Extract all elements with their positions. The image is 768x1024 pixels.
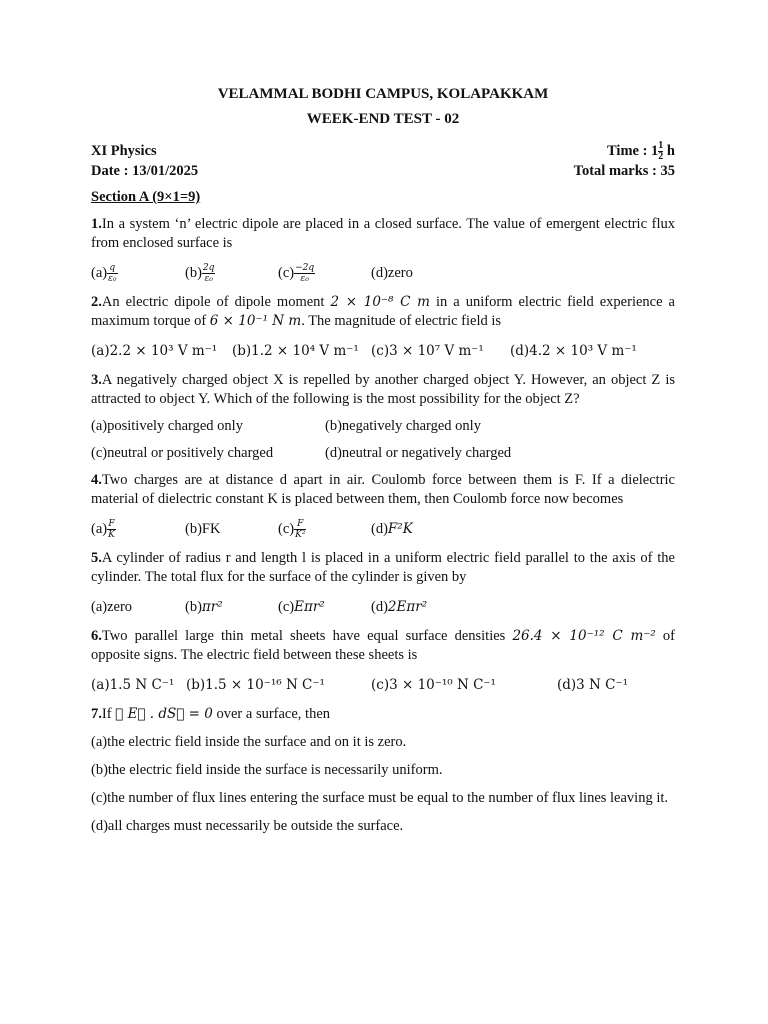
q5-options	[91, 596, 675, 618]
q6-option-d	[557, 677, 628, 694]
math-expr: 2Eπr²	[387, 598, 428, 615]
option-text: (c)3 × 10⁷ V m⁻¹	[371, 342, 484, 359]
q7-option-a: (a)the electric field inside the surface and on it is zero.	[91, 734, 407, 750]
exam-date: Date : 13/01/2025	[91, 163, 199, 179]
q7-option-d: (d)all charges must necessarily be outside the surface.	[91, 818, 404, 834]
q5-option-b	[185, 599, 278, 616]
question-text: . The magnitude of electric field is	[301, 313, 502, 329]
question-text: over a surface, then	[212, 706, 331, 722]
q1-option-c	[278, 263, 371, 284]
q3-option-c: (c)neutral or positively charged	[91, 445, 274, 461]
question-2	[91, 293, 675, 331]
school-name: VELAMMAL BODHI CAMPUS, KOLAPAKKAM	[217, 86, 549, 102]
q1-option-d: (d)zero	[371, 264, 413, 281]
q4-option-d	[371, 521, 413, 538]
frac-den: ε₀	[300, 273, 309, 284]
question-number: 6.	[91, 628, 102, 644]
exam-page	[91, 86, 675, 836]
frac-den: K²	[295, 529, 306, 540]
q3-options-row-1	[91, 418, 675, 435]
q6-options	[91, 674, 675, 696]
section-heading: Section A (9×1=9)	[91, 189, 201, 205]
option-label: (b)	[185, 598, 202, 615]
fraction	[107, 263, 117, 284]
q5-option-d	[371, 599, 427, 616]
option-text: (b)1.5 × 10⁻¹⁶ N C⁻¹	[186, 676, 325, 693]
subject: XI Physics	[91, 142, 157, 159]
time-label: Time : 1	[607, 142, 659, 159]
q1-options	[91, 262, 675, 284]
total-marks: Total marks : 35	[573, 163, 675, 179]
frac-den: K	[108, 529, 115, 540]
q4-option-b: (b)FK	[185, 520, 221, 537]
option-text: (d)4.2 × 10³ V m⁻¹	[510, 342, 637, 359]
q7-option-b: (b)the electric field inside the surface is necessarily uniform.	[91, 762, 443, 778]
frac-den: ε₀	[108, 273, 117, 284]
math-expr: F²K	[387, 520, 413, 537]
question-1	[91, 215, 675, 253]
math-expr: 26.4 × 10⁻¹² C m⁻²	[512, 628, 656, 644]
time-fraction	[658, 141, 663, 162]
time-frac-num: 1	[658, 139, 664, 151]
time-unit: h	[666, 142, 675, 159]
option-label: (d)	[371, 598, 388, 615]
question-text: A cylinder of radius r and length l is placed in a uniform electric field parallel to the axis of the cylinder. The total flux for the surface of the cylinder is given by	[91, 550, 675, 585]
option-label: (c)	[278, 264, 295, 281]
frac-num: −2q	[295, 262, 315, 273]
question-number: 7.	[91, 706, 102, 722]
question-text: An electric dipole of dipole moment	[101, 294, 331, 310]
q2-option-a	[91, 343, 232, 360]
question-number: 2.	[91, 294, 102, 310]
frac-num: F	[294, 519, 306, 530]
option-label: (b)	[185, 264, 202, 281]
q4-option-c	[278, 519, 371, 540]
test-title: WEEK-END TEST - 02	[306, 111, 460, 127]
option-text: (c)3 × 10⁻¹⁰ N C⁻¹	[371, 676, 496, 693]
q2-option-d	[510, 343, 637, 360]
frac-den: ε₀	[204, 273, 213, 284]
q5-option-a: (a)zero	[91, 598, 133, 615]
q2-option-b	[232, 343, 371, 360]
math-expr: 6 × 10⁻¹ N m	[209, 313, 302, 329]
question-6	[91, 627, 675, 665]
option-text: (a)1.5 N C⁻¹	[91, 676, 175, 693]
q4-option-a	[91, 519, 185, 540]
q7-option-c: (c)the number of flux lines entering the surface must be equal to the number of flux lines leaving it.	[91, 790, 669, 806]
q5-option-c	[278, 599, 371, 616]
q3-option-b: (b)negatively charged only	[325, 418, 481, 434]
question-number: 4.	[91, 472, 102, 488]
fraction	[202, 263, 216, 284]
fraction	[107, 519, 116, 540]
question-3	[91, 371, 675, 409]
q1-option-b	[185, 263, 278, 284]
q2-options	[91, 340, 675, 362]
option-label: (d)	[371, 520, 388, 537]
question-text: A negatively charged object X is repelled by another charged object Y. However, an object Z is attracted to object Y. Which of the following is the most possibility for the object Z?	[91, 372, 675, 407]
meta-row-2	[91, 163, 675, 180]
meta-row-1	[91, 140, 675, 162]
time	[607, 141, 675, 162]
question-4	[91, 471, 675, 509]
frac-num: F	[108, 518, 115, 529]
q3-options-row-2	[91, 445, 675, 462]
question-number: 3.	[91, 372, 102, 388]
time-frac-den: 2	[658, 150, 664, 162]
option-label: (c)	[278, 520, 295, 537]
option-text: (a)2.2 × 10³ V m⁻¹	[91, 342, 218, 359]
math-expr: πr²	[201, 598, 223, 615]
question-7	[91, 705, 675, 724]
question-text: Two parallel large thin metal sheets have equal surface densities	[101, 628, 513, 644]
question-number: 1.	[91, 216, 102, 232]
q2-option-c	[371, 343, 510, 360]
question-text: If	[101, 706, 116, 722]
fraction	[294, 263, 315, 284]
math-expr: 2 × 10⁻⁸ C m	[330, 294, 430, 310]
q6-option-c	[371, 677, 557, 694]
frac-num: 2q	[202, 262, 215, 273]
fraction	[294, 519, 306, 540]
question-5	[91, 549, 675, 587]
q3-option-d: (d)neutral or negatively charged	[325, 445, 512, 461]
option-label: (a)	[91, 264, 108, 281]
option-text: (b)1.2 × 10⁴ V m⁻¹	[232, 342, 359, 359]
question-text: Two charges are at distance d apart in air. Coulomb force between them is F. If a dielectric material of dielectric constant K is placed between them, then Coulomb force now becomes	[91, 472, 675, 507]
option-label: (a)	[91, 520, 108, 537]
option-label: (c)	[278, 598, 295, 615]
question-text: In a system ‘n’ electric dipole are placed in a closed surface. The value of emergent electric flux from enclosed surface is	[91, 216, 675, 251]
q1-option-a	[91, 263, 185, 284]
q6-option-b	[186, 677, 371, 694]
q3-option-a: (a)positively charged only	[91, 418, 243, 434]
option-text: (d)3 N C⁻¹	[557, 676, 629, 693]
frac-num: q	[107, 263, 117, 274]
q4-options	[91, 518, 675, 540]
question-number: 5.	[91, 550, 102, 566]
question-text: of opposite signs. The electric field between these sheets is	[91, 628, 675, 663]
q6-option-a	[91, 677, 186, 694]
math-expr: ∮ E⃗ . dS⃗ = 0	[115, 706, 213, 722]
question-text: in a uniform electric field experience a maximum torque of	[91, 294, 675, 329]
math-expr: Eπr²	[294, 598, 325, 615]
